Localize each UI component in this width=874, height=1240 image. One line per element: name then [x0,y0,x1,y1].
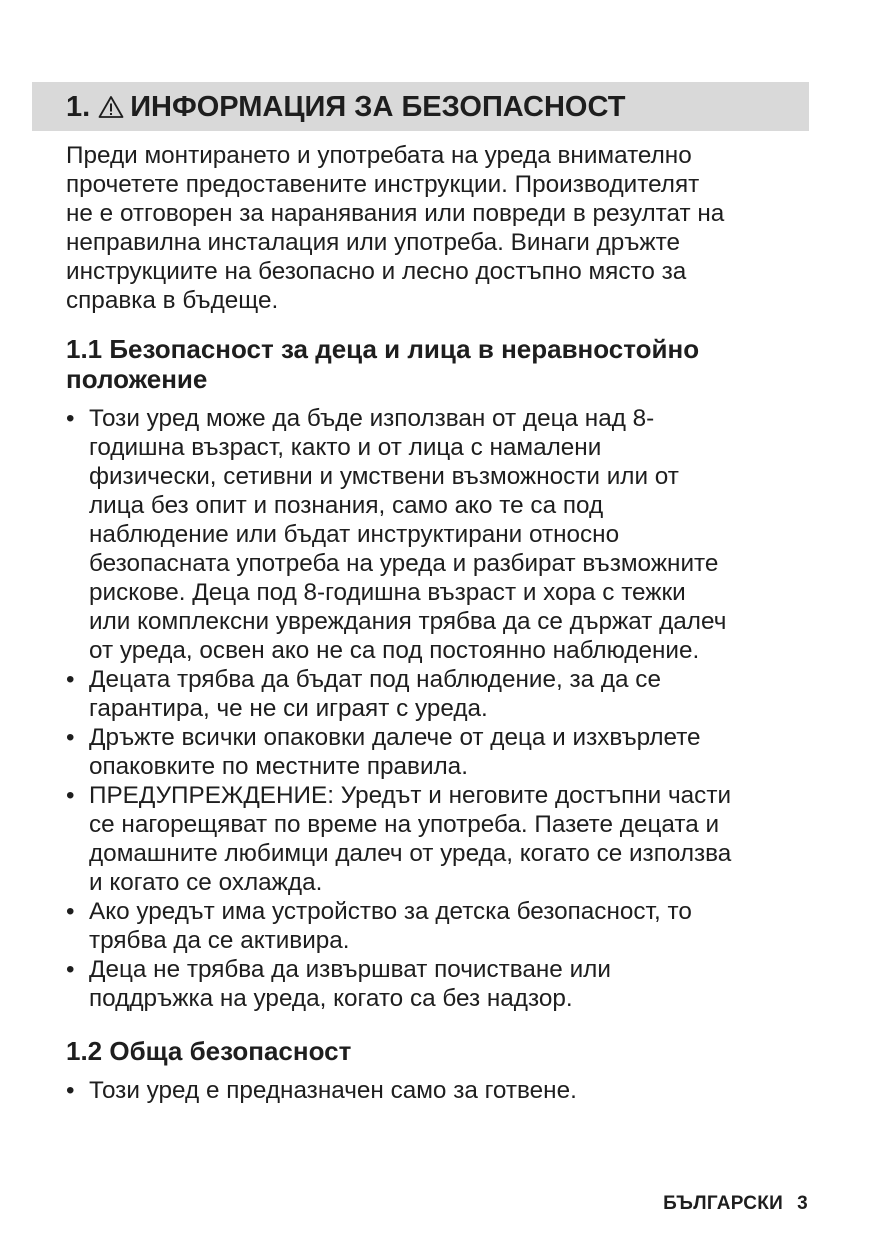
list-item-line: Децата трябва да бъдат под наблюдение, за да се [89,666,661,693]
intro-line: неправилна инсталация или употреба. Винаги дръжте [66,229,681,256]
page-footer [663,1193,808,1215]
list-item-line: физически, сетивни и умствени възможности или от [89,463,679,490]
list-item-line: или комплексни увреждания трябва да се държат далеч [89,608,727,635]
list-item-line: Този уред е предназначен само за готвене. [89,1077,577,1104]
list-item-line: лица без опит и познания, само ако те са под [89,492,604,519]
list-item [66,781,826,897]
list-item-line: се нагорещяват по време на употреба. Пазете децата и [89,811,720,838]
list-item-line: рискове. Деца под 8-годишна възраст и хора с тежки [89,579,686,606]
list-item [66,955,826,1013]
list-item [66,897,826,955]
list-item-line: Деца не трябва да извършват почистване или [89,956,611,983]
children-safety-list [66,404,826,1013]
bullet-icon: • [66,782,75,809]
footer-language: БЪЛГАРСКИ [663,1193,784,1214]
intro-line: не е отговорен за наранявания или повреди в резултат на [66,200,725,227]
list-item-line: Ако уредът има устройство за детска безопасност, то [89,898,692,925]
list-item [66,404,826,665]
list-item-line: от уреда, освен ако не са под постоянно наблюдение. [89,637,700,664]
bullet-icon: • [66,956,75,983]
subsection-heading-general: 1.2 Обща безопасност [66,1036,352,1066]
general-safety-list [66,1076,826,1105]
list-item [66,665,826,723]
section-title-text: ИНФОРМАЦИЯ ЗА БЕЗОПАСНОСТ [130,91,626,123]
list-item-line: и когато се охлажда. [89,869,323,896]
list-item [66,723,826,781]
bullet-icon: • [66,666,75,693]
intro-line: инструкциите на безопасно и лесно достъпно място за [66,258,687,285]
bullet-icon: • [66,724,75,751]
intro-line: прочетете предоставените инструкции. Производителят [66,171,700,198]
subsection-heading-line: положение [66,364,208,394]
list-item-line: Този уред може да бъде използван от деца над 8- [89,405,655,432]
section-title [66,89,625,125]
list-item [66,1076,826,1105]
subsection-heading-line: 1.1 Безопасност за деца и лица в неравностойно [66,334,700,364]
list-item-line: гарантира, че не си играят с уреда. [89,695,488,722]
warning-triangle-icon [98,95,124,119]
intro-line: Преди монтирането и употребата на уреда внимателно [66,142,692,169]
list-item-line: безопасната употреба на уреда и разбират възможните [89,550,719,577]
list-item-line: домашните любимци далеч от уреда, когато се използва [89,840,732,867]
list-item-line: ПРЕДУПРЕЖДЕНИЕ: Уредът и неговите достъпни части [89,782,732,809]
subsection-heading-children [66,334,826,394]
list-item-line: наблюдение или бъдат инструктирани относно [89,521,620,548]
intro-paragraph [66,141,826,315]
section-number: 1. [66,91,91,123]
list-item-line: Дръжте всички опаковки далече от деца и изхвърлете [89,724,701,751]
intro-line: справка в бъдеще. [66,287,279,314]
bullet-icon: • [66,405,75,432]
bullet-icon: • [66,1077,75,1104]
list-item-line: опаковките по местните правила. [89,753,468,780]
bullet-icon: • [66,898,75,925]
list-item-line: поддръжка на уреда, когато са без надзор. [89,985,573,1012]
list-item-line: годишна възраст, както и от лица с намалени [89,434,602,461]
list-item-line: трябва да се активира. [89,927,350,954]
page-number: 3 [797,1193,808,1214]
